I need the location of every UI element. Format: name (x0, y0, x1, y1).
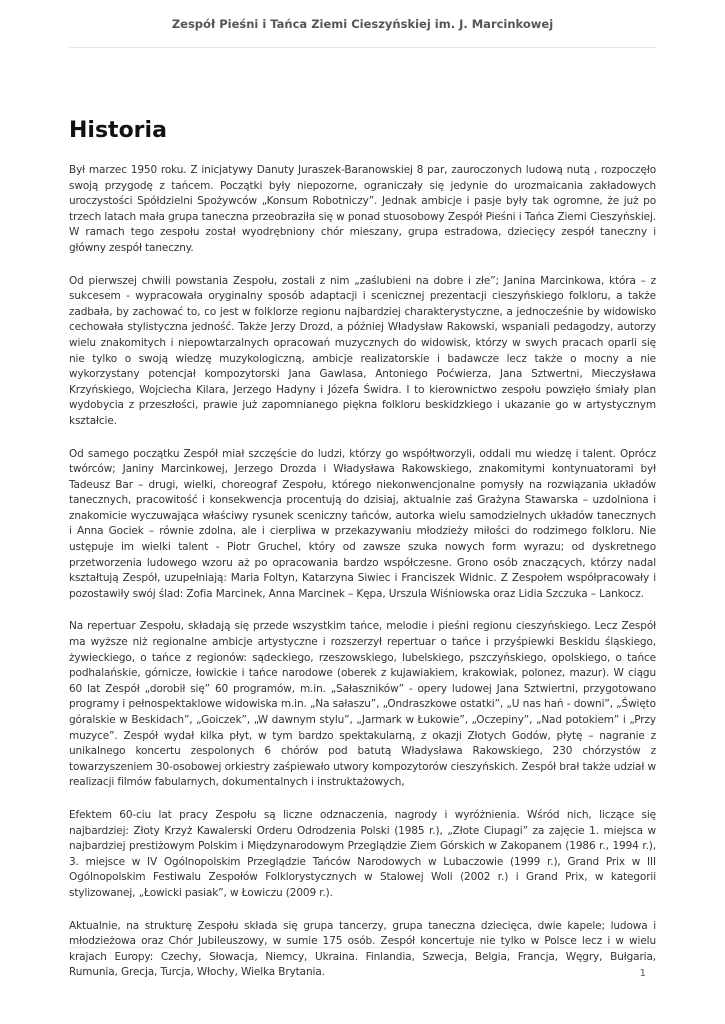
page-number: 1 (639, 968, 646, 979)
paragraph: Od samego początku Zespół miał szczęście do ludzi, którzy go współtworzyli, oddali mu wiedzę i talent. Oprócz twórców; Janiny Marcinkowej, Jerzego Drozda i Władysława Rakowskiego, znakomitymi kontynuatorami był Tadeusz Bar – drugi, wielki, choreograf Zespołu, którego niekonwencjonalne pomysły na rozwiązania układów tanecznych, pracowitość i konsekwencja procentują do dzisiaj, aktualnie zaś Grażyna Stawarska – uzdolniona i znakomicie wyczuwająca właściwy rysunek sceniczny tańców, autorka wielu samodzielnych układów tanecznych i Anna Gociek – równie zdolna, ale i cierpliwa w przekazywaniu młodzieży miłości do rodzimego folkloru. Nie ustępuje im wielki talent - Piotr Gruchel, który od zawsze szuka nowych form wyrazu; od dyskretnego przetworzenia ludowego wzoru aż po opracowania bardzo współczesne. Grono osób znaczących, którzy nadal kształtują Zespół, uzupełniają: Maria Foltyn, Katarzyna Siwiec i Franciszek Widnic. Z Zespołem współpracowały i pozostawiły swój ślad: Zofia Marcinek, Anna Marcinek – Kępa, Urszula Wiśniowska oraz Lidia Szczuka – Lankocz. (69, 447, 656, 600)
paragraph: Efektem 60-ciu lat pracy Zespołu są liczne odznaczenia, nagrody i wyróżnienia. Wśród nich, liczące się najbardziej: Złoty Krzyż Kawalerski Orderu Odrodzenia Polski (1985 r.), „Złote Ciupagi” za zajęcie 1. miejsca w najbardziej prestiżowym Polskim i Międzynarodowym Przeglądzie Ziem Górskich w Zakopanem (1986 r., 1994 r.), 3. miejsce w IV Ogólnopolskim Przeglądzie Tańców Narodowych w Lubaczowie (1999 r.), Grand Prix w III Ogólnopolskim Festiwalu Zespołów Folklorystycznych w Stalowej Woli (2002 r.) i Grand Prix, w kategorii stylizowanej, „Łowicki pasiak”, w Łowiczu (2009 r.). (69, 808, 656, 899)
paragraph: Był marzec 1950 roku. Z inicjatywy Danuty Juraszek-Baranowskiej 8 par, zauroczonych ludową nutą , rozpoczęło swoją przygodę z tańcem. Początki były niepozorne, ograniczały się jedynie do urozmaicania zakładowych uroczystości Spółdzielni Spożywców „Konsum Robotniczy”. Jednak ambicje i pasje były tak ogromne, że już po trzech latach mała grupa taneczna przeobraziła się w ponad stuosobowy Zespół Pieśni i Tańca Ziemi Cieszyńskiej. W ramach tego zespołu został wyodrębniony chór mieszany, grupa estradowa, dziecięcy zespół taneczny i główny zespół taneczny. (69, 164, 656, 254)
article-body (69, 163, 656, 998)
document-header: Zespół Pieśni i Tańca Ziemi Cieszyńskiej im. J. Marcinkowej (171, 17, 554, 31)
paragraph: Aktualnie, na strukturę Zespołu składa się grupa tancerzy, grupa taneczna dziecięca, dwie kapele; ludowa i młodzieżowa oraz Chór Jubileuszowy, w sumie 175 osób. Zespół koncertuje nie tylko w Polsce lecz i w wielu krajach Europy: Czechy, Słowacja, Niemcy, Ukraina. Finlandia, Szwecja, Belgia, Francja, Węgry, Bułgaria, Rumunia, Grecja, Turcja, Włochy, Wielka Brytania. (69, 919, 656, 979)
page-title: Historia (69, 118, 167, 143)
header-divider (69, 47, 656, 48)
paragraph: Na repertuar Zespołu, składają się przede wszystkim tańce, melodie i pieśni regionu cieszyńskiego. Lecz Zespół ma wyższe niż regionalne ambicje artystyczne i rozszerzył repertuar o tańce i przyśpiewki Beskidu śląskiego, żywieckiego, o tańce z regionów: sądeckiego, rzeszowskiego, lubelskiego, pszczyńskiego, opolskiego, o tańce podhalańskie, górnicze, łowickie i tańce narodowe (oberek z kujawiakiem, krakowiak, polonez, mazur). W ciągu 60 lat Zespół „dorobił się” 60 programów, m.in. „Sałaszników” - opery ludowej Jana Sztwiertni, przygotowano programy i pełnospektaklowe widowiska m.in. „Na sałaszu”, „Ondraszkowe ostatki”, „U nas hań - downi”, „Święto góralskie w Beskidach”, „Goiczek”, „W dawnym stylu”, „Jarmark w Łukowie”, „Oczepiny”, „Nad potokiem” i „Przy muzyce”. Zespół wydał kilka płyt, w tym bardzo spektakularną, z okazji Złotych Godów, płytę – nagranie z unikalnego koncertu zespolonych 6 chórów pod batutą Władysława Rakowskiego, 230 chórzystów z towarzyszeniem 30-osobowej orkiestry zaśpiewało utwory kompozytorów cieszyńskich. Zespół brał także udział w realizacji filmów fabularnych, dokumentalnych i instruktażowych, (69, 620, 656, 789)
paragraph: Od pierwszej chwili powstania Zespołu, zostali z nim „zaślubieni na dobre i złe”; Janina Marcinkowa, która – z sukcesem - wypracowała oryginalny sposób adaptacji i scenicznej prezentacji cieszyńskiego folkloru, a także zadbała, by zachować to, co jest w folklorze regionu najbardziej charakterystyczne, a jednocześnie by widowisko cechowała stylistyczna jedność. Także Jerzy Drozd, a później Władysław Rakowski, wspaniali pedagodzy, autorzy wielu znakomitych i niepowtarzalnych opracowań muzycznych do widowisk, którzy w swych pracach oparli się nie tylko o swoją wiedzę muzykologiczną, ambicje realizatorskie i badawcze lecz także o mocny a nie wykorzystany potencjał kompozytorski Jana Gawlasa, Antoniego Poćwierza, Jana Sztwertni, Mieczysława Krzyńskiego, Wojciecha Kilara, Jerzego Hadyny i Józefa Świdra. I to kierownictwo zespołu powzięło śmiały plan wydobycia z przeszłości, prawie już zapomnianego piękna folkloru beskidzkiego i ukazanie go w artystycznym kształcie. (69, 274, 656, 427)
footer-divider (69, 947, 656, 948)
